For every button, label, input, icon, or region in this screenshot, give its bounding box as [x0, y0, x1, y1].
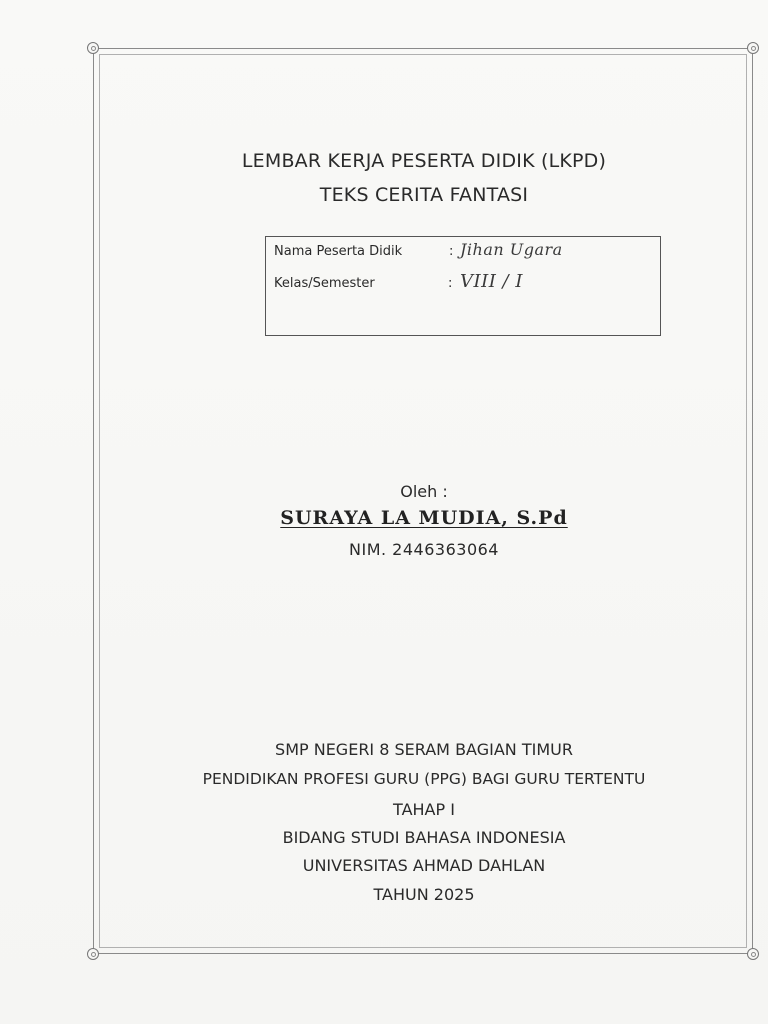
document-subtitle: TEKS CERITA FANTASI	[319, 184, 529, 206]
corner-ornament-icon	[747, 948, 759, 960]
footer-line-program: PENDIDIKAN PROFESI GURU (PPG) BAGI GURU TERTENTU	[202, 770, 646, 788]
footer-line-stage: TAHAP I	[393, 800, 455, 819]
author-name-text: SURAYA LA MUDIA, S.Pd	[280, 507, 568, 529]
student-name-label: Nama Peserta Didik	[274, 244, 403, 259]
corner-ornament-icon	[87, 42, 99, 54]
class-semester-label: Kelas/Semester	[274, 276, 375, 291]
author-name	[100, 507, 748, 529]
class-semester-colon: :	[448, 276, 453, 291]
footer-line-year: TAHUN 2025	[373, 885, 475, 904]
class-semester-row	[274, 276, 375, 291]
corner-ornament-icon	[747, 42, 759, 54]
corner-ornament-icon	[87, 948, 99, 960]
student-name-value: Jihan Ugara	[460, 240, 563, 259]
author-nim: NIM. 2446363064	[349, 540, 499, 559]
student-name-row	[274, 244, 402, 259]
document-title: LEMBAR KERJA PESERTA DIDIK (LKPD)	[241, 150, 607, 172]
student-info-box	[265, 236, 661, 336]
footer-line-university: UNIVERSITAS AHMAD DAHLAN	[302, 856, 546, 875]
by-label: Oleh :	[400, 482, 448, 501]
class-semester-value: VIII / I	[460, 271, 523, 292]
footer-line-school: SMP NEGERI 8 SERAM BAGIAN TIMUR	[275, 740, 573, 759]
footer-line-subject: BIDANG STUDI BAHASA INDONESIA	[282, 828, 566, 847]
student-name-colon: :	[449, 244, 454, 259]
